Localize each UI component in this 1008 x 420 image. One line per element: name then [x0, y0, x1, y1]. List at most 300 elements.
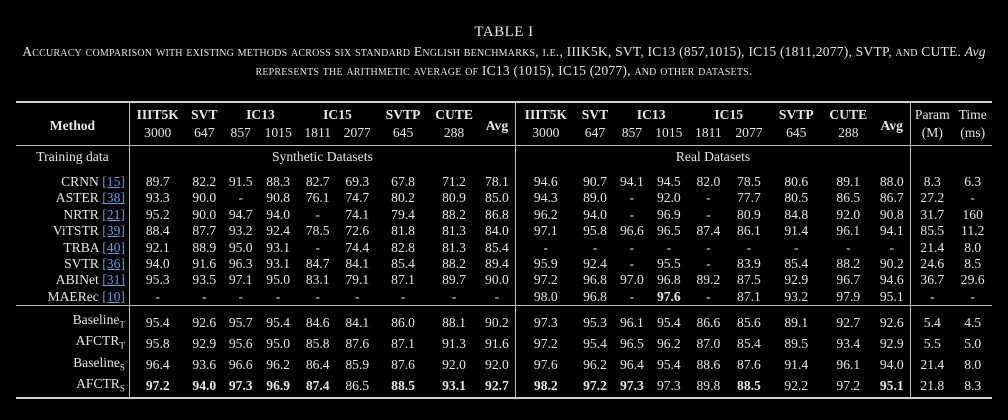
ours-baseline-t-time-cell: 4.5	[953, 306, 992, 334]
method-vitstr-real-cell: 96.6	[620, 223, 644, 239]
method-abinet-real-cell: 96.7	[836, 272, 861, 288]
method-crnn-synthetic-cell: 69.3	[345, 174, 370, 189]
method-vitstr-synthetic-cell: 72.6	[345, 223, 370, 239]
syn-size-cute: 288	[443, 124, 465, 140]
method-vitstr-reference-link[interactable]: [39]	[102, 223, 125, 239]
method-vitstr-row	[16, 223, 992, 239]
synthetic-datasets-label: Synthetic Datasets	[129, 146, 515, 169]
method-vitstr-time-cell: 11.2	[961, 223, 985, 239]
syn-size-svtp: 645	[392, 124, 414, 140]
real-size-ic13-1015: 1015	[655, 124, 683, 140]
method-crnn-synthetic-cell: 71.2	[442, 174, 466, 189]
ours-afctr-s-real-cell: 98.2	[515, 376, 575, 398]
real-size-iiit5k: 3000	[515, 124, 575, 146]
method-trba-synthetic-cell: 85.4	[485, 239, 509, 255]
ours-afctr-s-real-cell: 97.3	[650, 376, 689, 398]
method-abinet-synthetic-cell: 83.1	[305, 272, 330, 288]
ours-afctr-s-real-cell: 95.1	[873, 376, 910, 398]
ours-afctr-s-synthetic-cell: 94.0	[186, 376, 223, 398]
method-svtr-method	[16, 256, 129, 272]
method-crnn-synthetic-cell: 67.8	[391, 174, 415, 189]
method-aster-real-cell: 80.5	[784, 190, 809, 206]
ours-baseline-s-synthetic-cell: 92.0	[485, 356, 509, 372]
ours-afctr-t-synthetic-cell: 95.6	[228, 335, 253, 351]
method-abinet-real-cell: 89.2	[696, 272, 721, 288]
ours-baseline-t-synthetic-cell: 90.2	[479, 306, 515, 334]
method-abinet-real-cell: 96.8	[656, 272, 681, 288]
ours-baseline-t-real-cell: 96.1	[614, 306, 649, 334]
syn-header-svt: SVT	[186, 102, 223, 124]
method-trba-synthetic-cell: 82.8	[391, 239, 415, 255]
ours-baseline-s-synthetic-cell: 96.2	[266, 356, 291, 372]
method-nrtr-real-cell: 96.2	[515, 207, 575, 223]
method-aster-synthetic-cell: 74.7	[345, 190, 370, 206]
method-crnn-method	[16, 168, 129, 190]
method-aster-real-cell: 86.7	[879, 190, 904, 206]
ours-afctr-t-time-cell: 5.0	[964, 335, 982, 351]
ours-baseline-s-synthetic-cell: 87.6	[391, 356, 415, 372]
method-abinet-param-cell: 36.7	[911, 272, 954, 288]
method-svtr-synthetic-cell: 84.7	[305, 256, 330, 272]
method-vitstr-real-cell: 97.1	[515, 223, 575, 239]
method-crnn-real-cell: 94.6	[515, 168, 575, 190]
method-abinet-method-name: ABINet	[55, 272, 99, 288]
ours-baseline-t-synthetic-cell: 95.7	[223, 306, 258, 334]
ours-afctr-s-real-cell: 97.2	[576, 376, 614, 398]
ours-baseline-s-synthetic-cell: 92.0	[442, 356, 466, 372]
method-crnn-real-cell: 88.0	[879, 174, 904, 189]
method-abinet-real-cell: 87.5	[737, 272, 761, 288]
method-crnn-real-cell: 80.6	[784, 174, 809, 189]
method-nrtr-synthetic-cell: 90.0	[192, 206, 217, 222]
ours-afctr-t-method-name: AFCTR	[75, 333, 120, 349]
method-vitstr-real-cell: 86.1	[737, 223, 761, 239]
method-header: Method	[16, 102, 129, 146]
method-svtr-param-cell: 24.6	[911, 256, 954, 272]
ours-afctr-s-synthetic-cell: 97.3	[223, 376, 258, 398]
ours-afctr-t-real-cell: 93.4	[836, 335, 861, 351]
ours-baseline-t-synthetic-cell: 86.0	[377, 306, 429, 334]
real-header-ic13: IC13	[614, 102, 688, 124]
method-vitstr-synthetic-cell: 81.8	[391, 223, 415, 239]
syn-header-avg: Avg	[479, 102, 515, 146]
method-abinet-synthetic-cell: 90.0	[485, 272, 509, 288]
ours-afctr-t-real-cell: 85.4	[737, 335, 761, 351]
method-svtr-synthetic-cell: 96.3	[228, 256, 253, 272]
ours-baseline-s-row	[16, 355, 992, 376]
method-svtr-synthetic-cell: 88.2	[442, 256, 466, 272]
method-abinet-reference-link[interactable]: [31]	[102, 272, 125, 288]
method-nrtr-synthetic-cell: 74.1	[345, 206, 370, 222]
method-maerec-synthetic-cell: -	[275, 288, 281, 304]
ours-afctr-t-real-cell: 97.2	[515, 333, 575, 354]
ours-baseline-s-real-cell: 96.2	[583, 356, 607, 372]
syn-size-svt: 647	[194, 124, 215, 140]
method-maerec-real-cell: 93.2	[784, 288, 809, 304]
method-crnn-synthetic-cell: 91.5	[228, 174, 253, 189]
method-trba-synthetic-cell: -	[315, 239, 320, 255]
method-aster-synthetic-cell: 80.9	[442, 190, 466, 206]
ours-baseline-t-real-cell: 92.7	[823, 306, 873, 334]
method-vitstr-param-cell: 85.5	[911, 223, 954, 239]
method-trba-real-cell: -	[846, 239, 851, 255]
method-trba-method-name: TRBA	[63, 239, 99, 255]
method-aster-real-cell: 92.0	[656, 190, 681, 206]
method-vitstr-real-cell: 94.1	[879, 223, 904, 239]
method-maerec-synthetic-cell: -	[494, 288, 500, 304]
ours-afctr-s-synthetic-cell: 88.5	[377, 376, 429, 398]
method-nrtr-synthetic-cell: 94.0	[266, 206, 291, 222]
method-trba-synthetic-cell: 95.0	[228, 239, 253, 255]
method-vitstr-real-cell: 87.4	[696, 223, 721, 239]
ours-baseline-t-synthetic-cell: 88.1	[429, 306, 479, 334]
real-header-svt: SVT	[576, 102, 614, 124]
method-abinet-method	[16, 272, 129, 288]
ours-afctr-s-synthetic-cell: 87.4	[298, 376, 338, 398]
method-nrtr-real-cell: 84.8	[784, 206, 809, 222]
ours-baseline-s-method-name: Baseline	[73, 354, 120, 370]
method-trba-synthetic-cell: 93.1	[266, 239, 291, 255]
method-aster-real-cell: -	[706, 190, 711, 206]
ours-baseline-s-method	[16, 355, 129, 376]
method-svtr-synthetic-cell: 94.0	[129, 256, 185, 272]
method-svtr-real-cell: -	[629, 256, 635, 272]
method-svtr-synthetic-cell: 91.6	[192, 256, 217, 272]
real-size-svtp: 645	[786, 124, 807, 140]
time-unit: (ms)	[960, 124, 986, 140]
method-abinet-row	[16, 272, 992, 288]
method-abinet-synthetic-cell: 95.3	[129, 272, 185, 288]
method-maerec-row	[16, 289, 992, 306]
method-abinet-synthetic-cell: 87.1	[391, 272, 415, 288]
ours-baseline-t-method-subscript: T	[119, 319, 125, 330]
method-abinet-synthetic-cell: 93.5	[192, 272, 217, 288]
method-abinet-time-cell: 29.6	[960, 272, 985, 288]
method-aster-real-cell: -	[629, 190, 635, 206]
ours-afctr-s-param-cell: 21.8	[911, 376, 954, 398]
method-svtr-real-cell: 83.9	[737, 256, 761, 272]
method-crnn-real-cell: 94.1	[620, 174, 644, 189]
method-aster-synthetic-cell: 76.1	[305, 190, 330, 206]
method-nrtr-real-cell: 80.9	[737, 206, 761, 222]
method-trba-real-cell: -	[629, 239, 635, 255]
method-nrtr-param-cell: 31.7	[911, 207, 954, 223]
method-svtr-real-cell: -	[706, 256, 711, 272]
method-crnn-method-name: CRNN	[61, 174, 99, 189]
method-trba-real-cell: -	[746, 239, 752, 255]
method-trba-param-cell: 21.4	[911, 240, 954, 256]
ours-baseline-s-real-cell: 88.6	[696, 356, 721, 372]
ours-baseline-t-synthetic-cell: 95.4	[258, 306, 298, 334]
ours-baseline-t-synthetic-cell: 84.1	[337, 306, 377, 334]
method-svtr-synthetic-cell: 89.4	[485, 256, 509, 272]
syn-size-ic13-1015: 1015	[264, 124, 292, 140]
ours-afctr-s-synthetic-cell: 93.1	[429, 376, 479, 398]
method-maerec-real-cell: -	[706, 288, 711, 304]
method-maerec-real-cell: 97.9	[836, 288, 861, 304]
method-svtr-method-name: SVTR	[64, 256, 99, 272]
ours-baseline-t-real-cell: 97.3	[515, 306, 575, 334]
ours-baseline-t-real-cell: 95.4	[650, 306, 689, 334]
ours-baseline-t-synthetic-cell: 92.6	[186, 306, 223, 334]
method-nrtr-method-name: NRTR	[63, 206, 99, 222]
method-trba-reference-link[interactable]: [40]	[102, 239, 125, 255]
method-vitstr-real-cell: 95.8	[583, 223, 607, 239]
method-crnn-time-cell: 6.3	[964, 174, 982, 189]
ours-baseline-t-param-cell: 5.4	[911, 306, 954, 334]
method-vitstr-real-cell: 91.4	[784, 223, 809, 239]
method-nrtr-row	[16, 207, 992, 223]
ours-afctr-t-synthetic-cell: 91.3	[442, 335, 466, 351]
method-aster-method-name: ASTER	[55, 190, 99, 206]
real-header-svtp: SVTP	[769, 102, 823, 124]
method-maerec-real-cell: 96.8	[583, 288, 607, 304]
method-maerec-synthetic-cell: -	[129, 289, 185, 306]
method-svtr-synthetic-cell: 85.4	[391, 256, 415, 272]
ours-baseline-s-method-subscript: S	[119, 362, 125, 373]
ours-baseline-s-synthetic-cell: 96.6	[228, 356, 253, 372]
method-nrtr-real-cell: 96.9	[656, 206, 681, 222]
table-caption	[16, 42, 992, 80]
ours-baseline-t-real-cell: 95.3	[576, 306, 614, 334]
method-maerec-real-cell: -	[629, 288, 635, 304]
ours-baseline-t-synthetic-cell: 95.4	[129, 306, 185, 334]
method-maerec-method-name: MAERec	[47, 288, 99, 304]
method-maerec-real-cell: 95.1	[879, 288, 904, 304]
method-nrtr-real-cell: 90.8	[879, 206, 904, 222]
param-header: Param	[911, 102, 954, 124]
ours-afctr-s-time-cell: 8.3	[953, 376, 992, 398]
ours-afctr-s-synthetic-cell: 86.5	[337, 376, 377, 398]
real-datasets-label: Real Datasets	[515, 146, 910, 169]
method-nrtr-synthetic-cell: 94.7	[228, 206, 253, 222]
method-trba-real-cell: -	[515, 240, 575, 256]
ours-afctr-s-real-cell: 97.3	[614, 376, 649, 398]
ours-baseline-s-real-cell: 96.4	[620, 356, 644, 372]
ours-afctr-s-row	[16, 376, 992, 398]
method-trba-synthetic-cell: 92.1	[129, 240, 185, 256]
ours-afctr-t-real-cell: 89.5	[784, 335, 809, 351]
real-header-avg: Avg	[873, 102, 910, 146]
method-crnn-synthetic-cell: 88.3	[266, 174, 291, 189]
training-data-label: Training data	[16, 146, 129, 169]
method-abinet-synthetic-cell: 89.7	[442, 272, 466, 288]
method-crnn-real-cell: 89.1	[836, 174, 861, 189]
method-trba-row	[16, 240, 992, 256]
ours-afctr-s-synthetic-cell: 92.7	[479, 376, 515, 398]
method-vitstr-real-cell: 96.1	[836, 223, 861, 239]
table-title: TABLE I	[474, 24, 534, 40]
method-aster-param-cell: 27.2	[911, 190, 954, 206]
ours-afctr-t-synthetic-cell: 92.9	[192, 335, 217, 351]
ours-afctr-t-param-cell: 5.5	[911, 333, 954, 354]
method-vitstr-method-name: ViTSTR	[52, 223, 99, 239]
ours-afctr-t-method-subscript: T	[119, 341, 125, 352]
method-aster-time-cell: -	[970, 190, 975, 206]
method-crnn-reference-link[interactable]: [15]	[102, 174, 125, 189]
real-header-cute: CUTE	[823, 102, 873, 124]
method-vitstr-synthetic-cell: 93.2	[228, 223, 253, 239]
ours-baseline-t-real-cell: 92.6	[873, 306, 910, 334]
ours-afctr-s-real-cell: 89.8	[688, 376, 729, 398]
method-abinet-synthetic-cell: 95.0	[266, 272, 291, 288]
real-header-ic15: IC15	[688, 102, 769, 124]
ours-baseline-s-real-cell: 95.4	[656, 356, 681, 372]
method-maerec-synthetic-cell: -	[238, 288, 243, 304]
method-svtr-real-cell: 95.9	[515, 256, 575, 272]
method-nrtr-reference-link[interactable]: [21]	[102, 206, 125, 222]
ours-baseline-t-real-cell: 85.6	[729, 306, 770, 334]
method-trba-real-cell: -	[666, 239, 672, 255]
ours-afctr-s-synthetic-cell: 96.9	[258, 376, 298, 398]
ours-afctr-t-row	[16, 333, 992, 354]
method-svtr-synthetic-cell: 93.1	[266, 256, 291, 272]
ours-afctr-s-synthetic-cell: 97.2	[129, 376, 185, 398]
method-svtr-time-cell: 8.5	[964, 256, 982, 272]
method-aster-synthetic-cell: 85.0	[485, 190, 509, 206]
method-nrtr-method	[16, 207, 129, 223]
method-vitstr-method	[16, 223, 129, 239]
method-svtr-row	[16, 256, 992, 272]
ours-baseline-t-row	[16, 306, 992, 334]
method-abinet-synthetic-cell: 79.1	[345, 272, 370, 288]
method-aster-synthetic-cell: 80.2	[391, 190, 415, 206]
method-aster-reference-link[interactable]: [38]	[102, 190, 125, 206]
ours-baseline-t-method-name: Baseline	[72, 312, 120, 328]
ours-afctr-s-method-subscript: S	[119, 383, 125, 394]
method-crnn-synthetic-cell: 78.1	[485, 174, 509, 189]
ours-afctr-s-method-name: AFCTR	[76, 375, 120, 391]
method-svtr-real-cell: 92.4	[583, 256, 607, 272]
ours-baseline-t-method	[16, 306, 129, 334]
ours-baseline-t-real-cell: 86.6	[688, 306, 729, 334]
method-maerec-synthetic-cell: -	[202, 288, 207, 304]
ours-afctr-t-real-cell: 87.0	[696, 335, 721, 351]
ours-baseline-s-param-cell: 21.4	[911, 355, 954, 376]
syn-size-ic13-857: 857	[230, 124, 251, 140]
method-crnn-synthetic-cell: 82.7	[305, 174, 330, 189]
method-crnn-real-cell: 78.5	[737, 174, 761, 189]
method-aster-real-cell: 94.3	[515, 190, 575, 206]
syn-size-iiit5k: 3000	[129, 124, 185, 146]
ours-afctr-t-synthetic-cell: 95.0	[266, 335, 291, 351]
method-nrtr-synthetic-cell: -	[315, 206, 320, 222]
method-trba-real-cell: -	[889, 239, 894, 255]
caption-text-after: represents the arithmetic average of IC13 (1015), IC15 (2077), and other datasets.	[255, 63, 753, 78]
method-crnn-param-cell: 8.3	[911, 168, 954, 190]
method-svtr-reference-link[interactable]: [36]	[102, 256, 125, 272]
method-vitstr-synthetic-cell: 81.3	[442, 223, 466, 239]
ours-afctr-s-method	[16, 376, 129, 398]
method-trba-real-cell: -	[706, 239, 711, 255]
method-svtr-real-cell: 88.2	[836, 256, 861, 272]
caption-avg-word: Avg	[964, 44, 986, 59]
method-svtr-real-cell: 85.4	[784, 256, 809, 272]
ours-afctr-t-synthetic-cell: 87.6	[345, 335, 370, 351]
ours-afctr-t-synthetic-cell: 87.1	[391, 335, 415, 351]
ours-baseline-s-synthetic-cell: 86.4	[305, 356, 330, 372]
ours-baseline-s-real-cell: 91.4	[784, 356, 809, 372]
method-aster-synthetic-cell: -	[238, 190, 243, 206]
method-maerec-real-cell: 87.1	[737, 288, 761, 304]
method-nrtr-synthetic-cell: 79.4	[391, 206, 415, 222]
method-trba-real-cell: -	[794, 239, 799, 255]
method-abinet-real-cell: 96.8	[583, 272, 607, 288]
caption-text-before: Accuracy comparison with existing methods across six standard English benchmarks, i.e., IIIK5K, SVT, IC13 (857,1015), IC15 (1811,2077), SVTP, and CUTE.	[22, 44, 962, 59]
ours-baseline-s-time-cell: 8.0	[964, 356, 982, 372]
syn-size-ic15-2077: 2077	[343, 124, 371, 140]
ours-baseline-s-real-cell: 94.0	[879, 356, 904, 372]
method-trba-method	[16, 240, 129, 256]
ours-baseline-s-real-cell: 87.6	[737, 356, 761, 372]
method-maerec-reference-link[interactable]: [10]	[102, 288, 125, 304]
ours-afctr-t-real-cell: 96.5	[620, 335, 644, 351]
method-maerec-real-cell: 98.0	[515, 289, 575, 306]
method-abinet-real-cell: 92.9	[784, 272, 809, 288]
method-crnn-synthetic-cell: 89.7	[129, 168, 185, 190]
method-vitstr-synthetic-cell: 87.7	[192, 223, 217, 239]
syn-header-cute: CUTE	[429, 102, 479, 124]
method-abinet-real-cell: 94.6	[879, 272, 904, 288]
real-size-ic15-2077: 2077	[735, 124, 763, 140]
method-maerec-real-cell: 97.6	[656, 288, 681, 304]
method-svtr-real-cell: 90.2	[879, 256, 904, 272]
ours-afctr-s-real-cell: 88.5	[729, 376, 770, 398]
real-size-ic13-857: 857	[621, 124, 643, 140]
method-abinet-synthetic-cell: 97.1	[228, 272, 253, 288]
syn-header-iiit5k: IIIT5K	[129, 102, 185, 124]
ours-afctr-t-real-cell: 96.2	[656, 335, 681, 351]
method-aster-synthetic-cell: 90.8	[266, 190, 291, 206]
ours-afctr-t-real-cell: 95.4	[583, 335, 607, 351]
method-crnn-real-cell: 94.5	[656, 174, 681, 189]
accuracy-table	[16, 101, 992, 399]
method-svtr-synthetic-cell: 84.1	[345, 256, 370, 272]
method-maerec-method	[16, 289, 129, 306]
method-abinet-real-cell: 97.2	[515, 272, 575, 288]
method-aster-method	[16, 190, 129, 206]
method-trba-synthetic-cell: 74.4	[345, 239, 370, 255]
method-nrtr-real-cell: 94.0	[583, 206, 607, 222]
method-maerec-param-cell: -	[911, 289, 954, 306]
param-unit: (M)	[911, 124, 954, 146]
real-size-svt: 647	[584, 124, 606, 140]
method-crnn-row	[16, 168, 992, 190]
method-aster-real-cell: 77.7	[737, 190, 761, 206]
ours-baseline-t-synthetic-cell: 84.6	[298, 306, 338, 334]
method-trba-synthetic-cell: 81.3	[442, 239, 466, 255]
method-crnn-real-cell: 90.7	[583, 174, 607, 189]
method-maerec-time-cell: -	[970, 288, 975, 304]
time-header: Time	[953, 102, 992, 124]
method-crnn-real-cell: 82.0	[696, 174, 721, 189]
ours-baseline-s-synthetic-cell: 85.9	[345, 356, 370, 372]
ours-afctr-t-synthetic-cell: 95.8	[129, 333, 185, 354]
method-aster-synthetic-cell: 93.3	[129, 190, 185, 206]
method-aster-real-cell: 86.5	[836, 190, 861, 206]
method-nrtr-real-cell: -	[706, 206, 711, 222]
real-size-cute: 288	[838, 124, 859, 140]
method-trba-time-cell: 8.0	[964, 239, 982, 255]
method-nrtr-synthetic-cell: 95.2	[129, 207, 185, 223]
real-size-ic15-1811: 1811	[695, 124, 722, 140]
method-vitstr-synthetic-cell: 92.4	[266, 223, 291, 239]
ours-afctr-s-real-cell: 92.2	[769, 376, 823, 398]
method-vitstr-synthetic-cell: 84.0	[485, 223, 509, 239]
method-abinet-real-cell: 97.0	[620, 272, 644, 288]
syn-header-svtp: SVTP	[377, 102, 429, 124]
ours-baseline-s-real-cell: 97.6	[515, 355, 575, 376]
